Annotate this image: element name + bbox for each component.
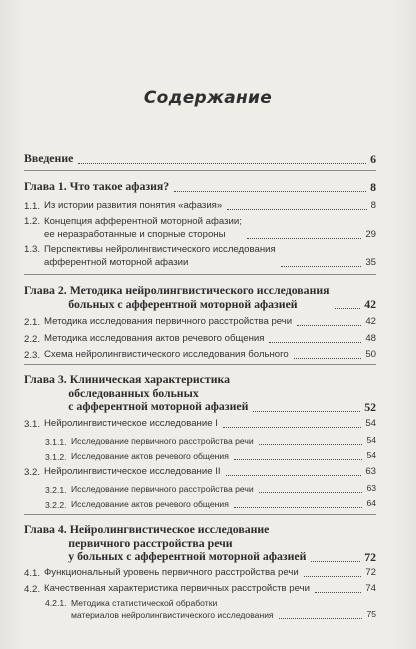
- toc-entry-text: Методика исследования первичного расстройства речи: [44, 315, 293, 327]
- toc-entry-text: Глава 1. Что такое афазия?: [24, 179, 170, 193]
- toc-entry-1-3: [24, 244, 376, 269]
- toc-entry-number: 3.1.2.: [45, 452, 67, 462]
- toc-page-number: 6: [370, 151, 376, 166]
- dot-leader: [304, 576, 362, 577]
- toc-page-number: 64: [366, 498, 376, 508]
- toc-page-number: 35: [365, 257, 376, 268]
- toc-entry-text: Исследование актов речевого общения: [71, 498, 229, 509]
- dot-leader: [279, 618, 363, 619]
- dot-leader: [223, 427, 361, 428]
- toc-entry-4-1: [24, 566, 376, 579]
- dot-leader: [253, 411, 360, 412]
- dot-leader: [174, 191, 366, 192]
- toc-entry-chapter-1: [24, 180, 376, 194]
- dot-leader: [294, 358, 362, 359]
- toc-page-number: 63: [365, 466, 376, 477]
- toc-entry-3-2-1: [45, 482, 376, 495]
- toc-page-number: 8: [370, 200, 376, 211]
- dot-leader: [259, 492, 363, 493]
- toc-entry-2-3: [24, 348, 376, 361]
- toc-entry-number: 1.3.: [24, 244, 41, 255]
- section-divider: [24, 514, 376, 515]
- toc-entry-3-2-2: [45, 497, 376, 510]
- toc-entry-number: 3.2.2.: [45, 500, 67, 510]
- dot-leader: [234, 507, 363, 508]
- section-divider: [24, 274, 376, 275]
- toc-entry-3-1-1: [45, 434, 376, 447]
- dot-leader: [297, 325, 361, 326]
- toc-entry-number: 4.2.1.: [45, 598, 67, 608]
- dot-leader: [226, 475, 362, 476]
- toc-entry-number: 4.1.: [24, 568, 41, 579]
- toc-entry-text: Концепция афферентной моторной афазии; ее неразработанные и спорные стороны: [44, 216, 242, 240]
- toc-entry-text: Функциональный уровень первичного расстройства речи: [44, 566, 299, 578]
- dot-leader: [269, 342, 361, 343]
- toc-entry-1-1: [24, 199, 376, 212]
- toc-entry-number: 2.1.: [24, 317, 41, 328]
- toc-entry-number: 4.2.: [24, 584, 41, 595]
- dot-leader: [78, 163, 366, 164]
- toc-entry-2-2: [24, 332, 376, 345]
- toc-entry-text: Методика статистической обработки материалов нейролингвистического исследования: [71, 598, 274, 620]
- toc-entry-text: Глава 2. Методика нейролингвистического исследования больных с афферентной моторной афазией: [24, 283, 330, 311]
- toc-page-number: 52: [364, 399, 376, 414]
- toc-page-number: 54: [365, 418, 376, 429]
- dot-leader: [227, 209, 366, 210]
- toc-entry-chapter-3: [24, 373, 376, 414]
- toc-entry-text: Глава 3. Клиническая характеристика обследованных больных с афферентной моторной афазией: [24, 372, 249, 413]
- toc-entry-text: Схема нейролингвистического исследования больного: [44, 348, 289, 360]
- page-title: Содержание: [143, 88, 273, 108]
- toc-entry-text: Исследование первичного расстройства речи: [71, 435, 254, 446]
- toc-entry-number: 3.1.1.: [45, 437, 67, 447]
- dot-leader: [259, 444, 363, 445]
- dot-leader: [335, 308, 361, 309]
- toc-page-number: 75: [366, 609, 376, 619]
- toc-entry-text: Нейролингвистическое исследование I: [44, 417, 218, 429]
- toc-entry-text: Нейролингвистическое исследование II: [44, 465, 221, 477]
- toc-page-number: 50: [365, 349, 376, 360]
- toc-entry-text: Глава 4. Нейролингвистическое исследование первичного расстройства речи у больных с афферентной моторной афазией: [24, 522, 307, 563]
- toc-entry-text: Перспективы нейролингвистического исследования афферентной моторной афазии: [44, 244, 276, 268]
- toc-page-number: 8: [370, 179, 376, 194]
- toc-page-number: 42: [364, 297, 376, 311]
- toc-entry-4-2-1: [45, 598, 376, 621]
- toc-entry-number: 2.3.: [24, 350, 41, 361]
- toc-entry-4-2: [24, 582, 376, 595]
- toc-entry-text: Качественная характеристика первичных расстройств речи: [44, 582, 310, 594]
- toc-page-number: 48: [365, 333, 376, 344]
- toc-entry-introduction: [24, 152, 376, 166]
- section-divider: [24, 364, 376, 365]
- toc-entry-3-1: [24, 417, 376, 430]
- toc-page-number: 72: [364, 549, 376, 564]
- toc-page-number: 63: [366, 483, 376, 493]
- toc-entry-text: Методика исследования актов речевого общения: [44, 332, 265, 344]
- toc-entry-1-2: [24, 216, 376, 241]
- toc-entry-number: 3.1.: [24, 419, 41, 430]
- dot-leader: [315, 592, 361, 593]
- toc-entry-number: 2.2.: [24, 334, 41, 345]
- toc-entry-text: Введение: [24, 151, 74, 165]
- section-divider: [24, 170, 376, 171]
- dot-leader: [234, 459, 363, 460]
- toc-page-number: 54: [366, 435, 376, 445]
- toc-entry-3-2: [24, 465, 376, 478]
- dot-leader: [311, 561, 360, 562]
- toc-page-number: 42: [365, 316, 376, 327]
- toc-entry-number: 3.2.1.: [45, 485, 67, 495]
- toc-entry-chapter-2: [24, 284, 376, 311]
- dot-leader: [281, 266, 362, 267]
- toc-entry-text: Из истории развития понятия «афазия»: [44, 199, 223, 211]
- toc-page-number: 72: [365, 567, 376, 578]
- toc-entry-text: Исследование актов речевого общения: [71, 450, 229, 461]
- dot-leader: [247, 238, 361, 239]
- toc-entry-2-1: [24, 315, 376, 328]
- toc-entry-number: 3.2.: [24, 467, 41, 478]
- toc-page-number: 54: [366, 450, 376, 460]
- toc-page-number: 74: [365, 583, 376, 594]
- toc-entry-chapter-4: [24, 523, 376, 564]
- toc-entry-3-1-2: [45, 449, 376, 462]
- toc-entry-number: 1.2.: [24, 216, 41, 227]
- toc-entry-text: Исследование первичного расстройства речи: [71, 483, 254, 494]
- toc-page-number: 29: [365, 229, 376, 240]
- toc-entry-number: 1.1.: [24, 201, 41, 212]
